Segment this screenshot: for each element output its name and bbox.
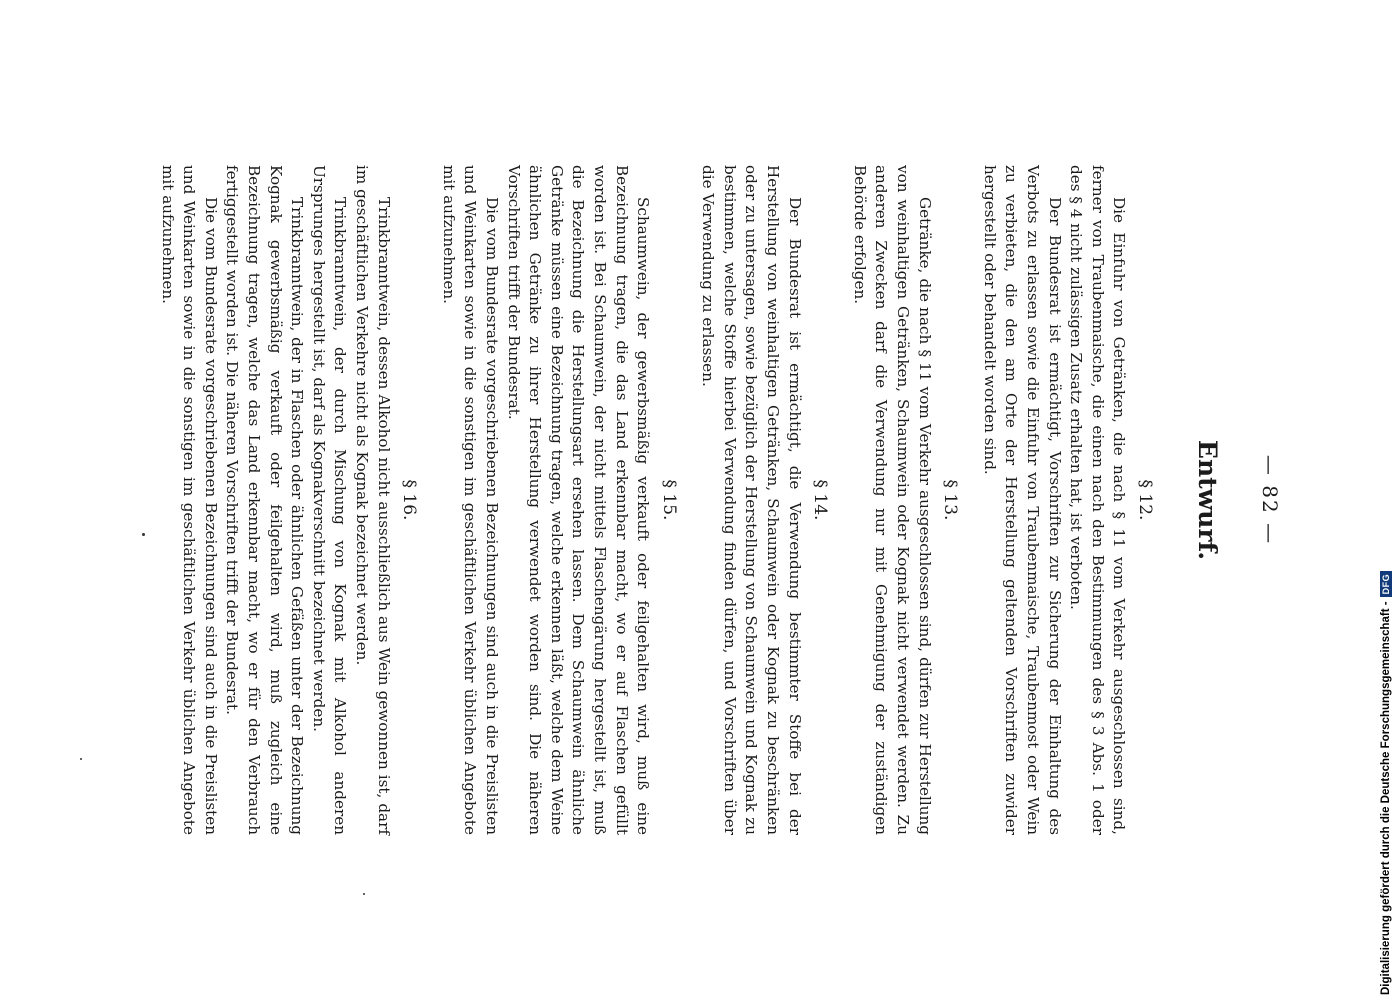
section-title-12: § 12. [1135,479,1155,521]
digitization-credit [1380,571,1392,995]
section-12-paragraph-1: Die Einfuhr von Getränken, die nach § 11 vom Verkehr ausgeschlossen sind, ferner von Traubenmaische, die einen nach den Bestimmungen des § 3 Abs. 1 oder des § 4 nicht zulässigen Zusatz erhalten hat, ist verboten. [1067,165,1129,835]
scan-speck [363,893,365,895]
dfg-logo-icon: DFG [1380,571,1392,598]
section-15-paragraph-1: Schaumwein, der gewerbsmäßig verkauft oder feilgehalten wird, muß eine Bezeichnung tragen, die das Land erkennbar macht, wo er auf Flaschen gefüllt worden ist. Bei Schaumwein, der nicht mittels Flaschengärung hergestellt ist, muß die Bezeichnung die Herstellungsart ersehen lassen. Dem Schaumwein ähnliche Getränke müssen eine Bezeichnung tragen, welche erkennen läßt, welche dem Weine ähnlichen Getränke zu ihrer Herstellung verwendet worden sind. Die näheren Vorschriften trifft der Bundesrat. [504,165,653,835]
section-title-13: § 13. [940,479,961,521]
page-number: — 82 — [1258,454,1282,546]
section-15-paragraph-2: Die vom Bundesrate vorgeschriebenen Bezeichnungen sind auch in die Preislisten und Weinkarten sowie in die sonstigen im geschäftlichen Verkehr üblichen Angebote mit aufzunehmen. [439,165,501,835]
section-16-paragraph-2: Trinkbranntwein, der durch Mischung von Kognak mit Alkohol anderen Ursprunges hergestellt ist, darf als Kognakverschnitt bezeichnet werden. [309,165,350,835]
document-body [156,165,1155,835]
section-12-paragraph-2: Der Bundesrat ist ermächtigt, Vorschriften zur Sicherung der Einhaltung des Verbots zu erlassen sowie die Einfuhr von Traubenmaische, Traubenmost oder Wein zu verbieten, die den am Orte der Herstellung geltenden Vorschriften zuwider hergestellt oder behandelt worden sind. [980,165,1064,835]
section-16-paragraph-1: Trinkbranntwein, dessen Alkohol nicht ausschließlich aus Wein gewonnen ist, darf im geschäftlichen Verkehre nicht als Kognak bezeichnet werden. [353,165,393,835]
section-16-paragraph-4: Die vom Bundesrate vorgeschriebenen Bezeichnungen sind auch in die Preislisten und Weinkarten sowie in die sonstigen im geschäftlichen Verkehr üblichen Angebote mit aufzunehmen. [158,165,220,835]
scan-speck [142,533,145,536]
section-16-paragraph-3: Trinkbranntwein, der in Flaschen oder ähnlichen Gefäßen unter der Bezeichnung Kognak gewerbsmäßig verkauft oder feilgehalten wird, muß zugleich eine Bezeichnung tragen, welche das Land erkennbar macht, wo er für den Verbrauch fertiggestellt worden ist. Die näheren Vorschriften trifft der Bundesrat. [223,165,307,835]
section-title-16: § 16. [399,479,420,521]
section-14-paragraph-1: Der Bundesrat ist ermächtigt, die Verwendung bestimmter Stoffe bei der Herstellung von weinhaltigen Getränken, Schaumwein oder Kognak zu beschränken oder zu untersagen, sowie bezüglich der Herstellung von Schaumwein und Kognak zu bestimmen, welche Stoffe hierbei Verwendung finden dürfen, und Vorschriften über die Verwendung zu erlassen. [699,165,804,835]
section-title-15: § 15. [658,479,679,521]
page-heading: Entwurf. [1193,439,1222,561]
scan-speck [80,758,82,760]
section-title-14: § 14. [810,479,831,521]
credit-text: Digitalisierung gefördert durch die Deutsche Forschungsgemeinschaft - [1380,601,1392,995]
section-13-paragraph-1: Getränke, die nach § 11 vom Verkehr ausgeschlossen sind, dürfen zur Herstellung von weinhaltigen Getränken, Schaumwein oder Kognak nicht verwendet werden. Zu anderen Zwecken darf die Verwendung nur mit Genehmigung der zuständigen Behörde erfolgen. [850,165,934,835]
